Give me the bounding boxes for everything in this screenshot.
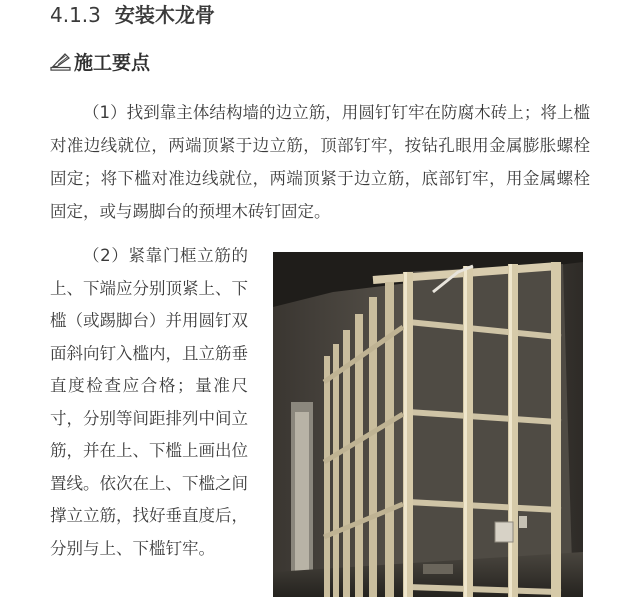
section-heading — [50, 2, 215, 28]
wood-stud-frame-photo — [273, 252, 583, 597]
paragraph-2: （2）紧靠门框立筋的上、下端应分别顶紧上、下槛（或踢脚台）并用圆钉双面斜向钉入槛内，且立筋垂直度检查应合格；量准尺寸，分别等间距排列中间立筋，并在上、下槛上画出位置线。依次在上、下槛之间撑立立筋，找好垂直度后，分别与上、下槛钉牢。 — [50, 246, 248, 558]
pencil-icon — [50, 52, 72, 72]
section-title: 安装木龙骨 — [114, 3, 215, 27]
section-number: 4.1.3 — [50, 3, 101, 27]
subheading-label: 施工要点 — [74, 52, 151, 74]
paragraph-1: （1）找到靠主体结构墙的边立筋，用圆钉钉牢在防腐木砖上；将上槛对准边线就位，两端顶紧于边立筋，顶部钉牢，按钻孔眼用金属膨胀螺栓固定；将下槛对准边线就位，两端顶紧于边立筋，底部钉牢，用金属螺栓固定，或与踢脚台的预埋木砖钉固定。 — [50, 103, 590, 221]
subheading — [50, 50, 150, 76]
